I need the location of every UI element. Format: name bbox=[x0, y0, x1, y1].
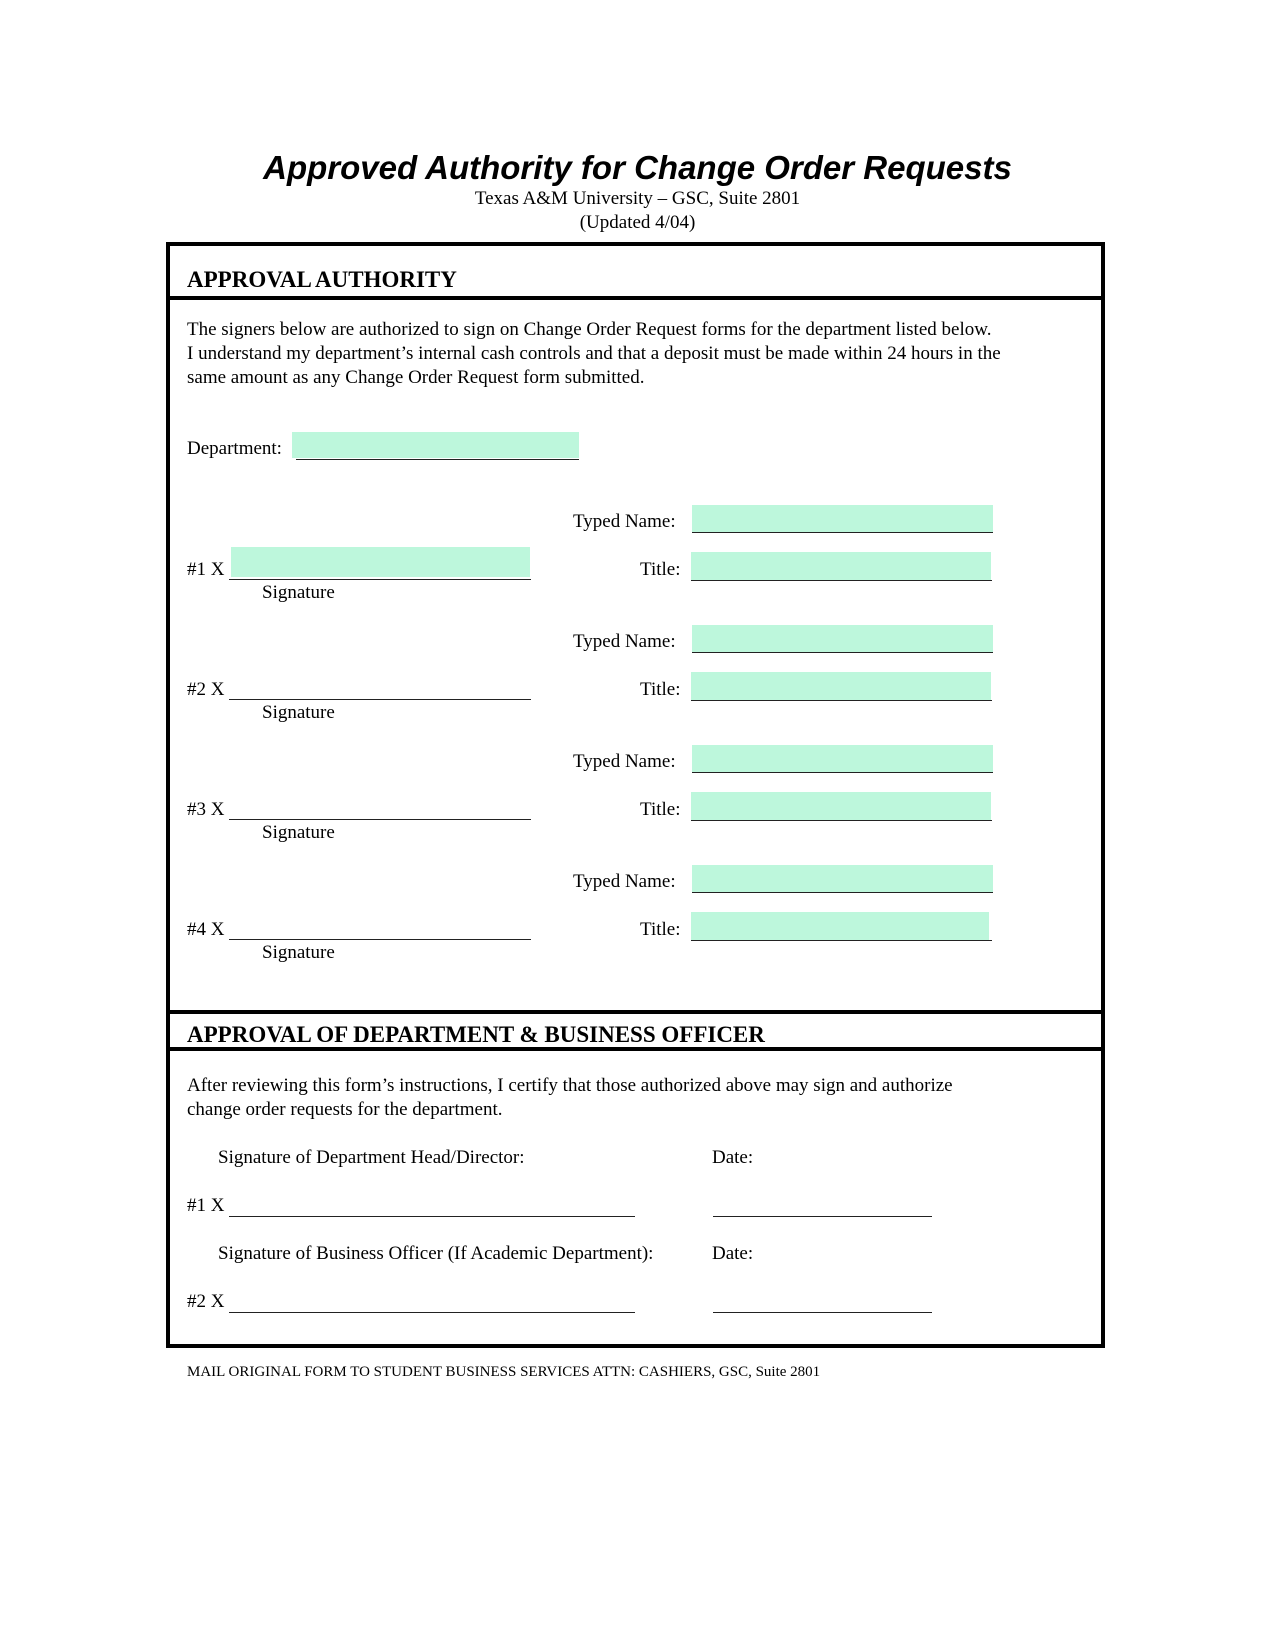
signer-4-label: #4 X bbox=[187, 919, 225, 940]
title-label: Title: bbox=[640, 799, 681, 820]
underline bbox=[692, 652, 993, 653]
page-title: Approved Authority for Change Order Requests bbox=[263, 149, 1012, 186]
signer-4-signature-line[interactable] bbox=[229, 939, 531, 940]
dept-head-sig-label: #1 X bbox=[187, 1195, 225, 1216]
signature-caption: Signature bbox=[262, 702, 335, 723]
signer-3-label: #3 X bbox=[187, 799, 225, 820]
paragraph-line: I understand my department’s internal cash controls and that a deposit must be made within 24 hours in the bbox=[187, 343, 1001, 364]
date-label: Date: bbox=[712, 1243, 754, 1264]
section-heading-approval-authority: APPROVAL AUTHORITY bbox=[187, 267, 457, 292]
department-label: Department: bbox=[187, 438, 282, 459]
typed-name-label: Typed Name: bbox=[573, 511, 676, 532]
department-field[interactable] bbox=[292, 432, 579, 458]
typed-name-label: Typed Name: bbox=[573, 631, 676, 652]
signer-1-title-field[interactable] bbox=[691, 552, 991, 580]
title-label: Title: bbox=[640, 919, 681, 940]
officer-paragraph bbox=[187, 1074, 1087, 1122]
paragraph-line: The signers below are authorized to sign on Change Order Request forms for the department listed below. bbox=[187, 319, 992, 340]
paragraph-line: same amount as any Change Order Request form submitted. bbox=[187, 367, 645, 388]
signer-3-title-field[interactable] bbox=[691, 792, 991, 820]
business-officer-label: Signature of Business Officer (If Academic Department): bbox=[218, 1243, 654, 1264]
section-heading-officer-approval: APPROVAL OF DEPARTMENT & BUSINESS OFFICER bbox=[187, 1022, 765, 1047]
updated-date: (Updated 4/04) bbox=[579, 212, 696, 233]
underline bbox=[691, 940, 992, 941]
underline bbox=[691, 580, 992, 581]
dept-head-label: Signature of Department Head/Director: bbox=[218, 1147, 525, 1168]
underline bbox=[691, 700, 992, 701]
signer-4-title-field[interactable] bbox=[691, 912, 989, 940]
signer-1-signature-field[interactable] bbox=[231, 547, 530, 577]
mailing-instructions: MAIL ORIGINAL FORM TO STUDENT BUSINESS SERVICES ATTN: CASHIERS, GSC, Suite 2801 bbox=[187, 1364, 821, 1380]
section-divider bbox=[166, 1010, 1105, 1014]
underline bbox=[692, 892, 993, 893]
signature-caption: Signature bbox=[262, 822, 335, 843]
business-officer-sig-label: #2 X bbox=[187, 1291, 225, 1312]
title-label: Title: bbox=[640, 679, 681, 700]
signature-caption: Signature bbox=[262, 942, 335, 963]
title-label: Title: bbox=[640, 559, 681, 580]
signer-1-typed-name-field[interactable] bbox=[692, 505, 993, 532]
signer-3-typed-name-field[interactable] bbox=[692, 745, 993, 772]
underline bbox=[229, 579, 531, 580]
underline bbox=[691, 820, 992, 821]
signature-caption: Signature bbox=[262, 582, 335, 603]
page-subtitle: Texas A&M University – GSC, Suite 2801 bbox=[474, 188, 801, 209]
business-officer-signature-line[interactable] bbox=[229, 1312, 635, 1313]
section-divider bbox=[166, 296, 1105, 300]
department-underline bbox=[296, 459, 579, 460]
date-label: Date: bbox=[712, 1147, 754, 1168]
signer-3-signature-line[interactable] bbox=[229, 819, 531, 820]
signer-2-label: #2 X bbox=[187, 679, 225, 700]
signer-1-label: #1 X bbox=[187, 559, 225, 580]
paragraph-line: After reviewing this form’s instructions, I certify that those authorized above may sign and authorize bbox=[187, 1075, 953, 1096]
authority-paragraph bbox=[187, 318, 1087, 390]
signer-2-signature-line[interactable] bbox=[229, 699, 531, 700]
dept-head-date-line[interactable] bbox=[713, 1216, 932, 1217]
underline bbox=[692, 772, 993, 773]
signer-2-title-field[interactable] bbox=[691, 672, 991, 700]
signer-4-typed-name-field[interactable] bbox=[692, 865, 993, 892]
paragraph-line: change order requests for the department. bbox=[187, 1099, 503, 1120]
dept-head-signature-line[interactable] bbox=[229, 1216, 635, 1217]
signer-2-typed-name-field[interactable] bbox=[692, 625, 993, 652]
typed-name-label: Typed Name: bbox=[573, 871, 676, 892]
business-officer-date-line[interactable] bbox=[713, 1312, 932, 1313]
underline bbox=[692, 532, 993, 533]
typed-name-label: Typed Name: bbox=[573, 751, 676, 772]
